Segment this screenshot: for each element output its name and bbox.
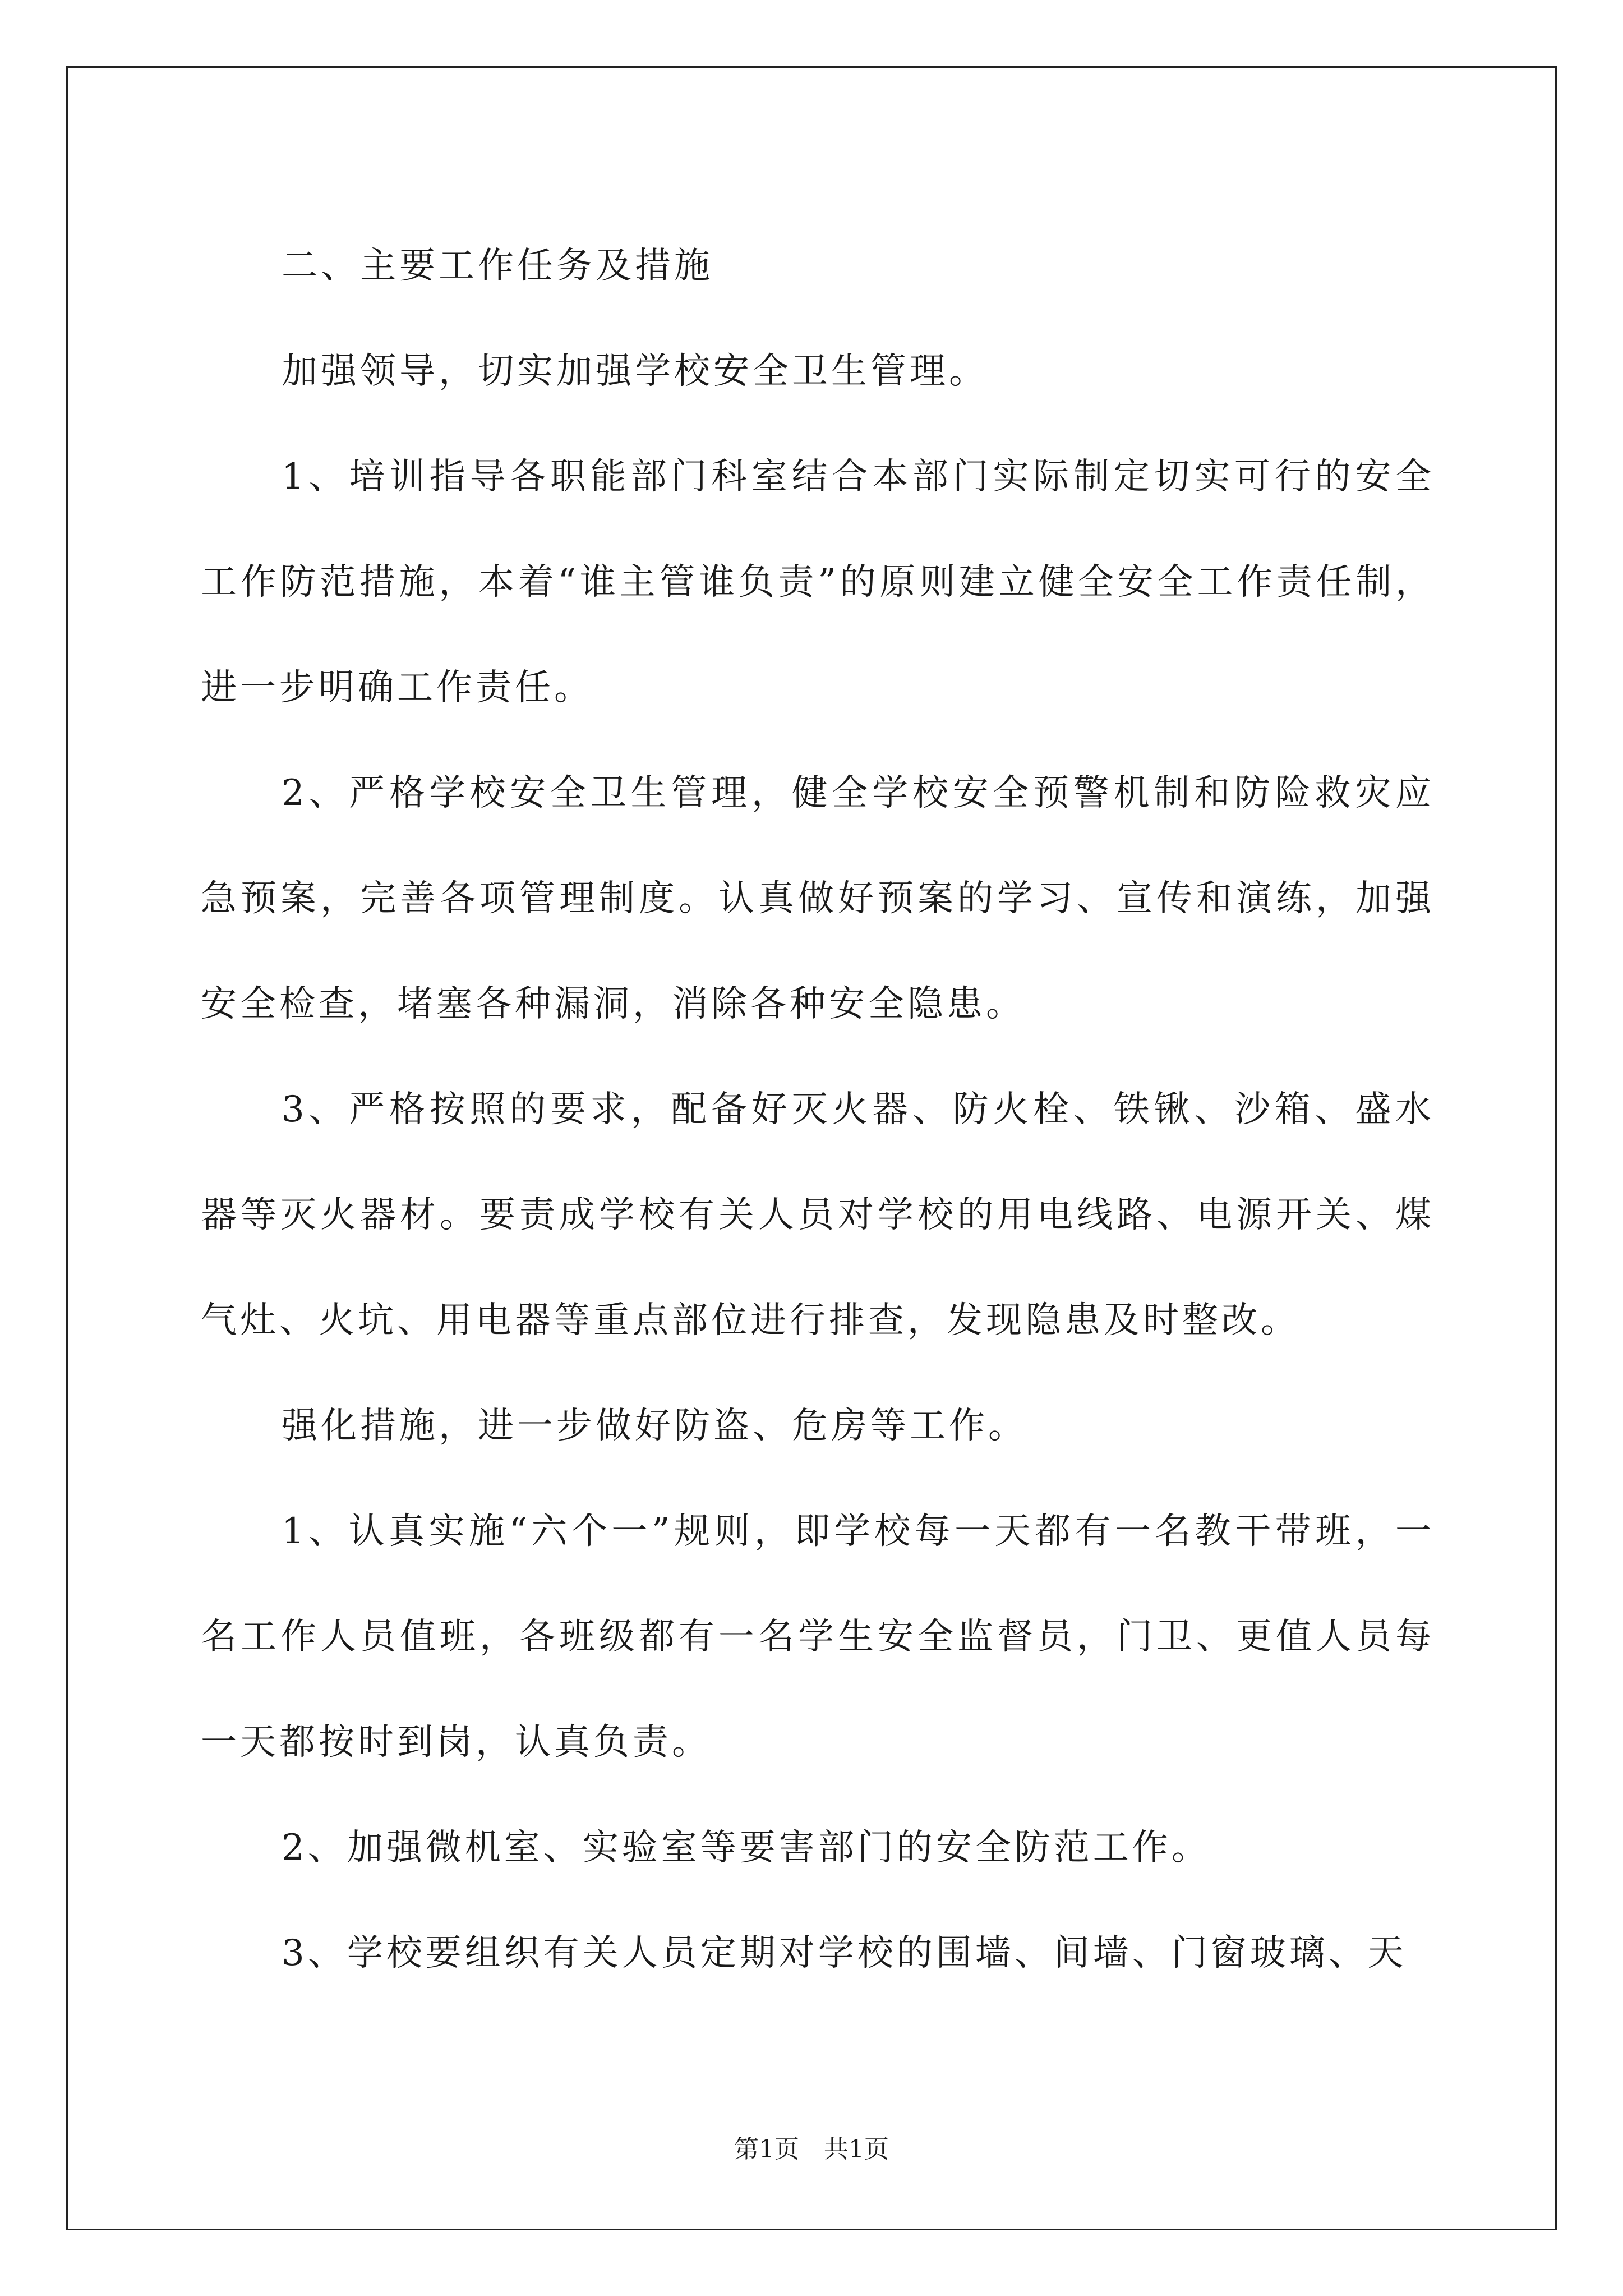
section-heading: 二、主要工作任务及措施 (282, 245, 713, 287)
document-body (201, 213, 1435, 2006)
paragraph: 强化措施，进一步做好防盗、危房等工作。 (282, 1405, 1027, 1447)
page-number-footer: 第1页 共1页 (734, 2135, 889, 2164)
paragraph: 1、认真实施“六个一”规则，即学校每一天都有一名教干带班，一名工作人员值班，各班级都有一名学生安全监督员，门卫、更值人员每一天都按时到岗，认真负责。 (201, 1511, 1435, 1763)
paragraph: 3、严格按照的要求，配备好灭火器、防火栓、铁锹、沙箱、盛水器等灭火器材。要责成学校有关人员对学校的用电线路、电源开关、煤气灶、火坑、用电器等重点部位进行排查，发现隐患及时整改。 (201, 1089, 1435, 1341)
paragraph: 3、学校要组织有关人员定期对学校的围墙、间墙、门窗玻璃、天 (282, 1932, 1407, 1974)
paragraph: 1、培训指导各职能部门科室结合本部门实际制定切实可行的安全工作防范措施，本着“谁主管谁负责”的原则建立健全安全工作责任制，进一步明确工作责任。 (201, 456, 1435, 708)
paragraph: 2、严格学校安全卫生管理，健全学校安全预警机制和防险救灾应急预案，完善各项管理制度。认真做好预案的学习、宣传和演练，加强安全检查，堵塞各种漏洞，消除各种安全隐患。 (201, 772, 1435, 1025)
paragraph: 加强领导，切实加强学校安全卫生管理。 (282, 351, 988, 392)
paragraph: 2、加强微机室、实验室等要害部门的安全防范工作。 (282, 1827, 1211, 1869)
